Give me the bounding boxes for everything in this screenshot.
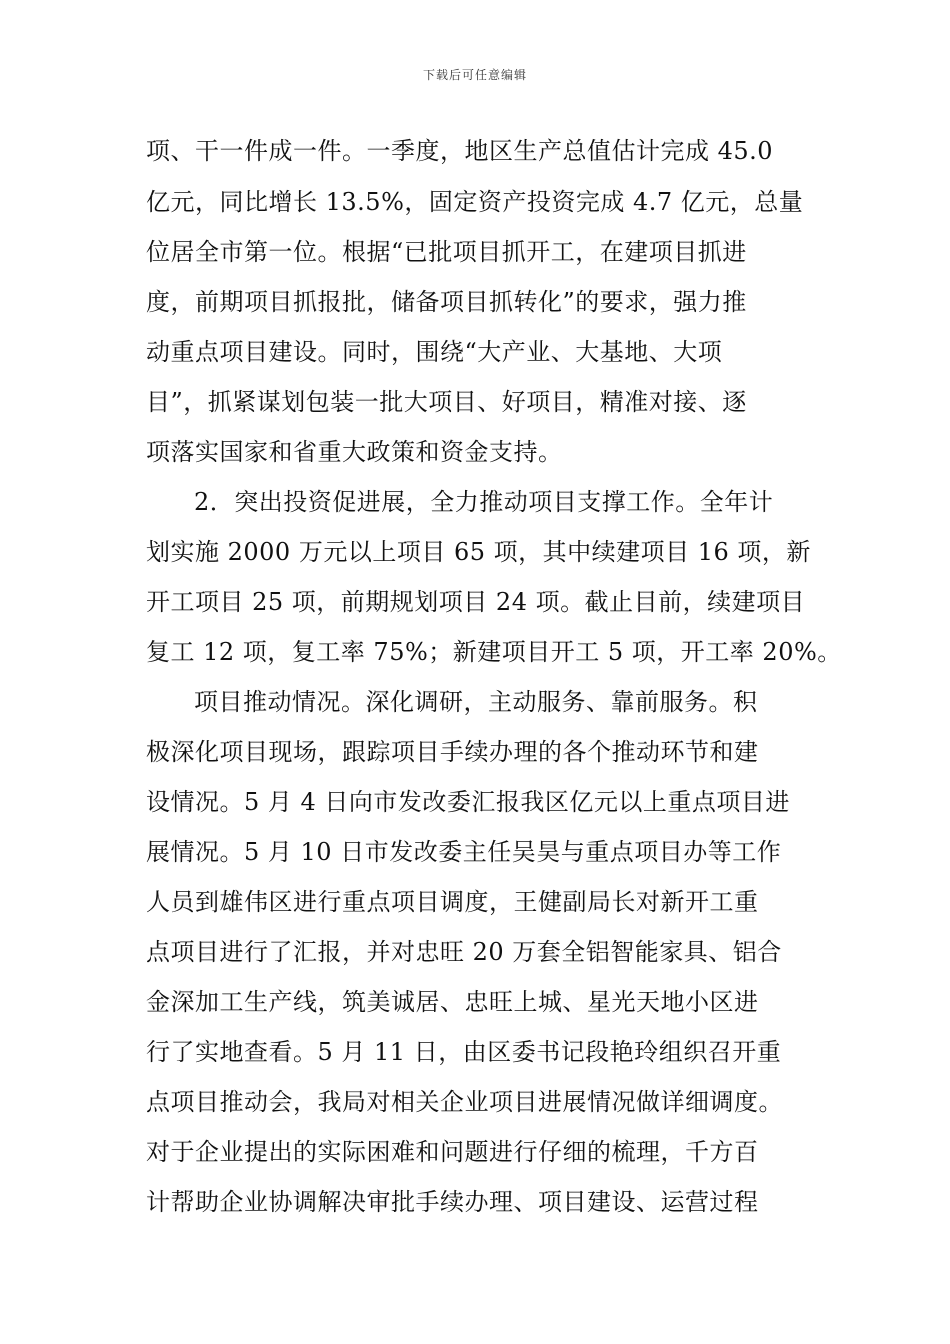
body-line-17: 点项目进行了汇报，并对忠旺 20 万套全铝智能家具、铝合: [146, 938, 782, 966]
body-line-19: 行了实地查看。5 月 11 日，由区委书记段艳玲组织召开重: [146, 1038, 782, 1066]
page-header: 下载后可任意编辑: [422, 68, 527, 82]
body-line-4: 度，前期项目抓报批，储备项目抓转化”的要求，强力推: [146, 288, 747, 316]
body-line-3: 位居全市第一位。根据“已批项目抓开工，在建项目抓进: [146, 238, 747, 266]
body-line-11: 复工 12 项，复工率 75%；新建项目开工 5 项，开工率 20%。: [146, 638, 842, 666]
body-line-10: 开工项目 25 项，前期规划项目 24 项。截止目前，续建项目: [146, 588, 806, 616]
body-line-13: 极深化项目现场，跟踪项目手续办理的各个推动环节和建: [146, 738, 759, 766]
body-line-22: 计帮助企业协调解决审批手续办理、项目建设、运营过程: [146, 1188, 759, 1216]
body-line-14: 设情况。5 月 4 日向市发改委汇报我区亿元以上重点项目进: [146, 788, 790, 816]
body-line-7: 项落实国家和省重大政策和资金支持。: [146, 438, 563, 466]
paragraph-3-line-1: 项目推动情况。深化调研，主动服务、靠前服务。积: [194, 688, 758, 716]
body-line-9: 划实施 2000 万元以上项目 65 项，其中续建项目 16 项，新: [146, 538, 811, 566]
body-line-2: 亿元，同比增长 13.5%，固定资产投资完成 4.7 亿元，总量: [146, 188, 804, 216]
body-line-1: 项、干一件成一件。一季度，地区生产总值估计完成 45.0: [146, 137, 774, 165]
paragraph-2-line-1: 2．突出投资促进展，全力推动项目支撑工作。全年计: [194, 488, 774, 516]
body-line-21: 对于企业提出的实际困难和问题进行仔细的梳理，千方百: [146, 1138, 759, 1166]
body-line-18: 金深加工生产线，筑美诚居、忠旺上城、星光天地小区进: [146, 988, 759, 1016]
body-line-6: 目”，抓紧谋划包装一批大项目、好项目，精准对接、逐: [146, 388, 747, 416]
body-line-20: 点项目推动会，我局对相关企业项目进展情况做详细调度。: [146, 1088, 783, 1116]
body-line-5: 动重点项目建设。同时，围绕“大产业、大基地、大项: [146, 338, 723, 366]
body-line-16: 人员到雄伟区进行重点项目调度，王健副局长对新开工重: [146, 888, 759, 916]
body-line-15: 展情况。5 月 10 日市发改委主任吴昊与重点项目办等工作: [146, 838, 782, 866]
